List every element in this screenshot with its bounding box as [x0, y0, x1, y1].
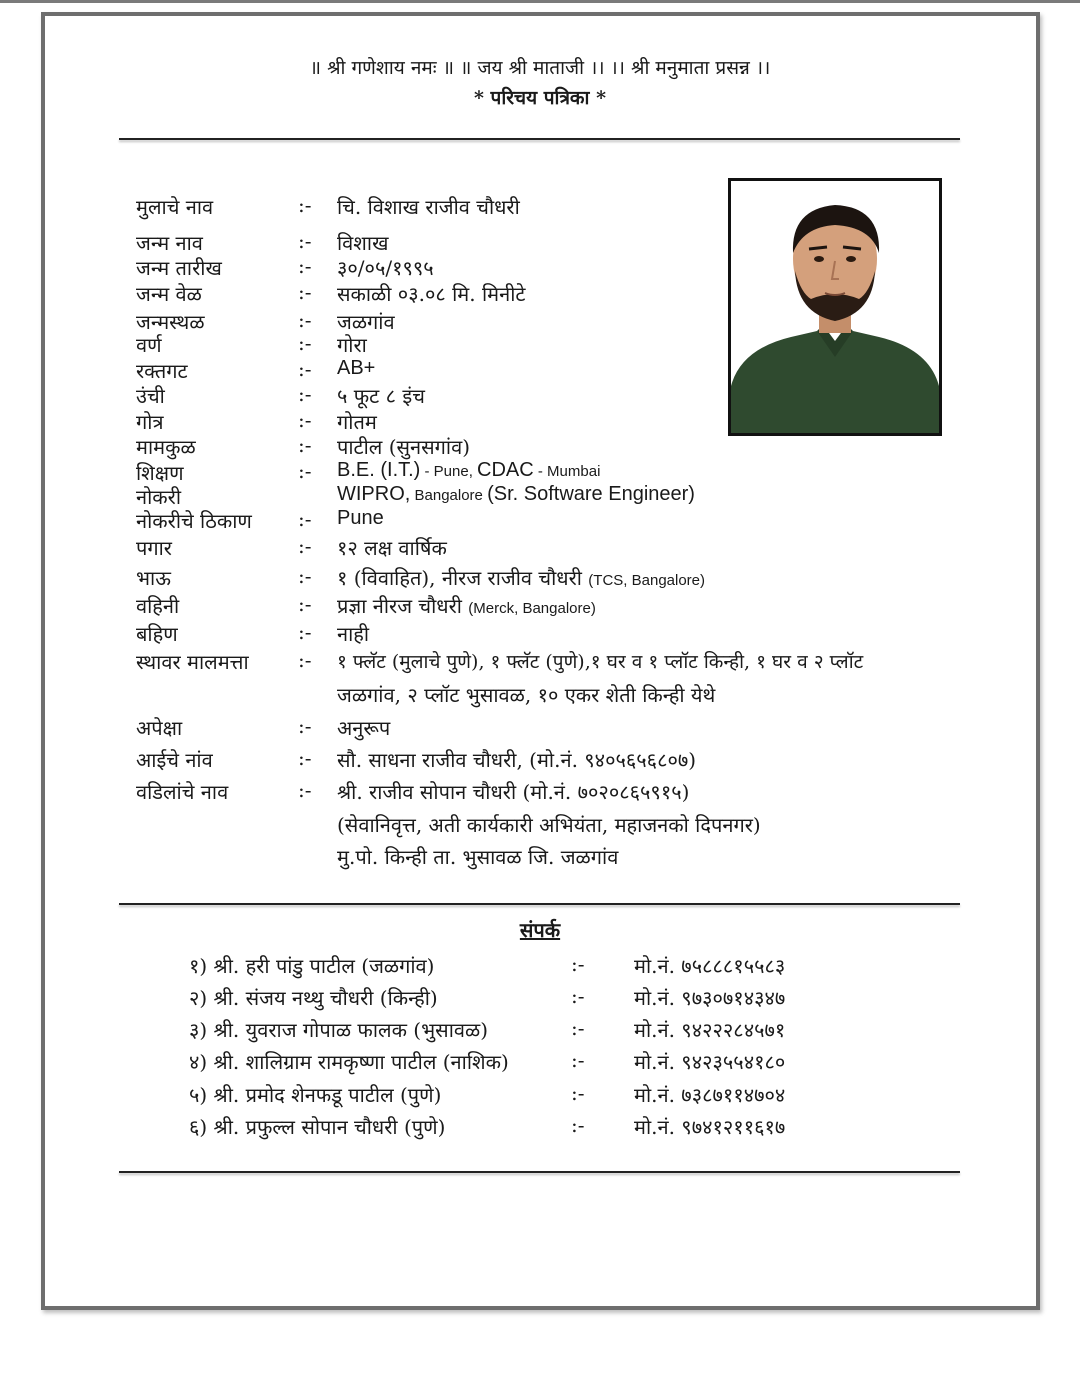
field-value: पाटील (सुनसगांव) — [337, 435, 471, 459]
contact-phone: मो.नं. ९४२२२८४५७१ — [634, 1018, 786, 1042]
field-value — [337, 564, 705, 591]
field-separator: :- — [298, 778, 312, 802]
field-value: AB+ — [337, 357, 376, 379]
contact-separator: :- — [571, 1016, 585, 1040]
bottom-divider — [119, 1171, 960, 1173]
field-value: मु.पो. किन्ही ता. भुसावळ जि. जळगांव — [337, 845, 619, 869]
field-label: गोत्र — [136, 410, 164, 434]
sister-in-law-employer: (Merck, Bangalore) — [468, 600, 596, 617]
field-separator: :- — [298, 534, 312, 558]
field-value: ३०/०५/१९९५ — [337, 256, 434, 280]
field-value: नाही — [337, 622, 370, 646]
field-label: वडिलांचे नाव — [136, 780, 229, 804]
contact-separator: :- — [571, 1081, 585, 1105]
field-label: नोकरी — [136, 485, 181, 509]
contact-phone: मो.नं. ७५८८८१५५८३ — [634, 954, 786, 978]
contact-phone: मो.नं. ९७४१२११६१७ — [634, 1115, 786, 1139]
field-label: जन्म नाव — [136, 231, 203, 255]
field-separator: :- — [298, 331, 312, 355]
field-label: जन्म वेळ — [136, 282, 202, 306]
field-value: श्री. राजीव सोपान चौधरी (मो.नं. ७०२०८६५९१५) — [337, 780, 690, 804]
contacts-title: संपर्क — [519, 918, 561, 942]
field-separator: :- — [298, 408, 312, 432]
middle-divider — [119, 903, 960, 905]
field-separator: :- — [298, 564, 312, 588]
field-value: सौ. साधना राजीव चौधरी, (मो.नं. ९४०५६५६८०७) — [337, 748, 697, 772]
cdac-text: CDAC — [477, 459, 534, 481]
field-separator: :- — [298, 746, 312, 770]
field-separator: :- — [298, 229, 312, 253]
job-role-text: (Sr. Software Engineer) — [487, 483, 695, 505]
field-value: १ फ्लॅट (मुलाचे पुणे), १ फ्लॅट (पुणे),१ घर व १ प्लॉट किन्ही, १ घर व २ प्लॉट — [337, 651, 864, 673]
employer-text: WIPRO, — [337, 483, 411, 505]
field-value: Pune — [337, 507, 384, 529]
field-label: वहिनी — [136, 594, 180, 618]
top-border-line — [0, 0, 1080, 3]
contact-name: ६) श्री. प्रफुल्ल सोपान चौधरी (पुणे) — [189, 1115, 446, 1139]
field-separator: :- — [298, 254, 312, 278]
field-label: बहिण — [136, 622, 178, 646]
field-separator: :- — [298, 592, 312, 616]
field-separator: :- — [298, 357, 312, 381]
contact-phone: मो.नं. ९४२३५५४१८० — [634, 1050, 786, 1074]
field-label: रक्तगट — [136, 359, 188, 383]
field-separator: :- — [298, 308, 312, 332]
field-label: आईचे नांव — [136, 748, 213, 772]
field-label: पगार — [136, 536, 172, 560]
field-separator: :- — [298, 193, 312, 217]
field-value: १२ लक्ष वार्षिक — [337, 536, 447, 560]
field-value: चि. विशाख राजीव चौधरी — [337, 195, 520, 219]
sister-in-law-name: प्रज्ञा नीरज चौधरी — [337, 594, 462, 618]
field-label: नोकरीचे ठिकाण — [136, 509, 252, 533]
field-value: अनुरूप — [337, 716, 391, 740]
field-label: अपेक्षा — [136, 716, 183, 740]
field-separator: :- — [298, 459, 312, 483]
field-label: उंची — [136, 384, 165, 408]
contact-name: ३) श्री. युवराज गोपाळ फालक (भुसावळ) — [189, 1018, 488, 1042]
field-value — [337, 483, 695, 506]
degree-text: B.E. (I.T.) — [337, 459, 421, 481]
profile-photo — [728, 178, 942, 436]
brother-name: १ (विवाहित), नीरज राजीव चौधरी — [337, 566, 582, 590]
field-value: ५ फूट ८ इंच — [337, 384, 425, 408]
field-value — [337, 459, 600, 482]
field-separator: :- — [298, 382, 312, 406]
field-label: जन्मस्थळ — [136, 310, 205, 334]
field-label: वर्ण — [136, 333, 162, 357]
field-value: जळगांव — [337, 310, 395, 334]
brother-employer: (TCS, Bangalore) — [588, 572, 706, 589]
contact-name: ५) श्री. प्रमोद शेनफडू पाटील (पुणे) — [189, 1083, 442, 1107]
document-title: * परिचय पत्रिका * — [474, 87, 606, 109]
contact-phone: मो.नं. ७३८७११४७०४ — [634, 1083, 786, 1107]
field-label: स्थावर मालमत्ता — [136, 650, 249, 674]
field-separator: :- — [298, 714, 312, 738]
field-label: मुलाचे नाव — [136, 195, 214, 219]
contact-separator: :- — [571, 1048, 585, 1072]
top-divider — [119, 138, 960, 140]
field-value: सकाळी ०३.०८ मि. मिनीटे — [337, 282, 526, 306]
field-separator: :- — [298, 280, 312, 304]
contact-separator: :- — [571, 952, 585, 976]
degree-city-text: - Pune, — [420, 463, 478, 480]
field-label: मामकुळ — [136, 435, 196, 459]
contact-phone: मो.नं. ९७३०७१४३४७ — [634, 986, 786, 1010]
contact-separator: :- — [571, 1113, 585, 1137]
field-value: विशाख — [337, 231, 389, 255]
field-separator: :- — [298, 433, 312, 457]
field-value — [337, 592, 596, 619]
cdac-city-text: - Mumbai — [533, 463, 601, 480]
field-label: जन्म तारीख — [136, 256, 222, 280]
field-label: शिक्षण — [136, 461, 184, 485]
portrait-image — [731, 181, 939, 433]
field-separator: :- — [298, 648, 312, 672]
field-value: गोतम — [337, 410, 377, 434]
contact-name: ४) श्री. शालिग्राम रामकृष्णा पाटील (नाशिक) — [189, 1050, 509, 1074]
contact-name: १) श्री. हरी पांडु पाटील (जळगांव) — [189, 954, 435, 978]
contact-separator: :- — [571, 984, 585, 1008]
field-label: भाऊ — [136, 566, 171, 590]
field-value: (सेवानिवृत्त, अती कार्यकारी अभियंता, महाजनको दिपनगर) — [337, 813, 761, 837]
field-value: जळगांव, २ प्लॉट भुसावळ, १० एकर शेती किन्ही येथे — [337, 683, 716, 707]
contact-name: २) श्री. संजय नथ्थु चौधरी (किन्ही) — [189, 986, 438, 1010]
field-separator: :- — [298, 507, 312, 531]
invocation-line: ॥ श्री गणेशाय नमः ॥ ॥ जय श्री माताजी ।। ।। श्री मनुमाता प्रसन्न ।। — [309, 57, 771, 79]
field-separator: :- — [298, 620, 312, 644]
field-value: गोरा — [337, 333, 367, 357]
employer-city-text: Bangalore — [410, 487, 488, 504]
